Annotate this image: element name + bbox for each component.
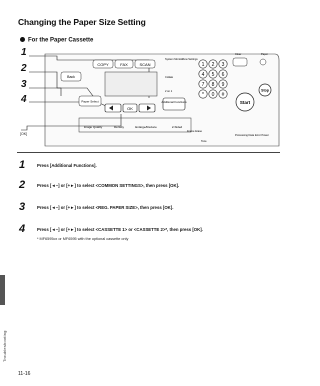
start-button	[236, 93, 254, 111]
keypad-key-label: 4	[201, 71, 205, 78]
scan-button	[135, 60, 155, 68]
lcd-display	[105, 72, 157, 96]
callout-1: 1	[21, 47, 27, 58]
keypad-key-7	[199, 80, 207, 88]
clear-label: Clear	[235, 53, 242, 56]
keypad-key-label: 6	[221, 71, 225, 78]
keypad-key-2	[209, 60, 217, 68]
step-text: Press [Additional Functions].	[37, 163, 97, 168]
ok-callout-label: [OK]	[20, 132, 28, 136]
keypad-key-label: 8	[211, 81, 215, 88]
keypad-key-9	[219, 80, 227, 88]
bullet-icon	[20, 37, 25, 42]
paper-indicator-light	[260, 59, 266, 65]
control-panel-illustration	[17, 48, 280, 148]
section-title: Changing the Paper Size Setting	[18, 17, 146, 27]
callout-2: 2	[21, 63, 27, 74]
two-sided-label: 2-Sided	[171, 125, 183, 129]
callout-3: 3	[21, 79, 27, 90]
scan-label: SCAN	[139, 62, 151, 67]
system-monitor-label: System Monitor	[165, 58, 184, 61]
left-minus-button	[105, 104, 121, 112]
subsection-title-text: For the Paper Cassette	[28, 37, 94, 44]
frame-erase-label: Frame Erase	[187, 130, 202, 133]
view-settings-label: View Settings	[182, 58, 198, 61]
keypad-key-label: 5	[211, 71, 215, 78]
fax-label: FAX	[120, 62, 128, 67]
copy-button	[93, 60, 113, 68]
subsection-title	[20, 37, 93, 44]
keypad-key-*	[199, 90, 207, 98]
processing-data-label: Processing Data	[235, 134, 255, 137]
right-plus-button	[139, 104, 155, 112]
step-number: 4	[19, 223, 26, 235]
keypad-key-label: 7	[201, 81, 205, 88]
image-quality-label: Image Quality	[83, 125, 103, 129]
side-label: Troubleshooting	[2, 330, 7, 362]
start-label: Start	[239, 100, 251, 105]
keypad-key-0	[209, 90, 217, 98]
keypad-key-label: 0	[211, 91, 215, 98]
keypad-key-label: 2	[211, 61, 215, 68]
step-number: 2	[19, 179, 26, 191]
keypad-key-1	[199, 60, 207, 68]
paper-indicator-label: Paper	[261, 53, 268, 56]
fax-button	[115, 60, 133, 68]
additional-functions-label: Additional Functions	[161, 100, 187, 104]
keypad-key-#	[219, 90, 227, 98]
step-text: Press [◄−] or [+►] to select <CASSETTE 1> or <CASSETTE 2>*, then press [OK].	[37, 227, 203, 232]
additional-functions-button	[161, 98, 187, 110]
step-footnote: * MF6595cx or MF6595 with the optional cassette only	[37, 237, 129, 241]
step-text: Press [◄−] or [+►] to select <COMMON SETTINGS>, then press [OK].	[37, 183, 180, 188]
keypad-key-3	[219, 60, 227, 68]
keypad-key-8	[209, 80, 217, 88]
back-button	[61, 72, 81, 81]
collate-label: Collate	[165, 76, 174, 79]
keypad-key-6	[219, 70, 227, 78]
enlarge-reduce-label: Enlarge/Reduce	[135, 125, 157, 129]
keypad-key-label: #	[221, 91, 225, 98]
ok-label: OK	[127, 105, 133, 111]
callout-4: 4	[21, 94, 27, 105]
stop-label: Stop	[261, 88, 269, 93]
back-label: Back	[67, 75, 75, 79]
paper-select-label: Paper Select	[81, 99, 99, 104]
stop-button	[259, 84, 271, 96]
keypad-key-4	[199, 70, 207, 78]
keypad-key-5	[209, 70, 217, 78]
paper-select-button	[79, 96, 101, 106]
page-number: 11-16	[18, 371, 31, 377]
keypad-key-label: 1	[201, 61, 205, 68]
step-number: 1	[19, 159, 26, 171]
section-tab-marker	[0, 275, 5, 305]
keypad-key-label: *	[202, 91, 204, 98]
tone-label: Tone	[201, 140, 207, 143]
keypad-key-label: 9	[221, 81, 225, 88]
divider	[17, 152, 280, 153]
ok-button	[123, 104, 137, 112]
two-on-one-label: 2 on 1	[165, 90, 173, 93]
density-label: Density	[113, 125, 125, 129]
step-text: Press [◄−] or [+►] to select <REG. PAPER SIZE>, then press [OK].	[37, 205, 174, 210]
error-power-label: Error Power	[255, 134, 269, 137]
clear-button	[233, 58, 247, 66]
copy-label: COPY	[97, 62, 109, 67]
step-number: 3	[19, 201, 26, 213]
keypad-key-label: 3	[221, 61, 225, 68]
